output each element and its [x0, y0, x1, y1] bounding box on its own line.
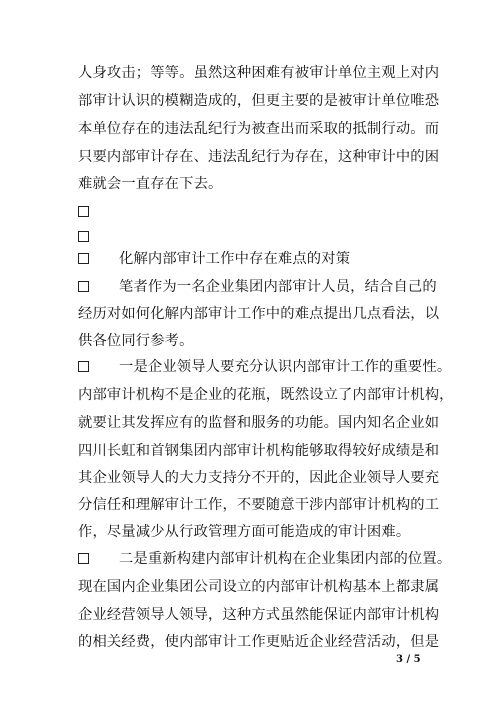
text-line: [78, 441, 439, 461]
line-text: 其企业领导人的大力支持分不开的，因此企业领导人要充: [78, 470, 440, 486]
placeholder-box-icon: [78, 206, 89, 217]
line-text: 四川长虹和首钢集团内部审计机构能够取得较好成绩是和: [78, 443, 440, 459]
line-text: 笔者作为一名企业集团内部审计人员，结合自己的: [119, 279, 437, 295]
placeholder-box-icon: [78, 231, 89, 242]
line-text: 一是企业领导人要充分认识内部审计工作的重要性。: [119, 359, 452, 375]
line-text: 部审计认识的模糊造成的，但更主要的是被审计单位唯恐: [78, 93, 440, 109]
section-heading: [78, 249, 350, 269]
text-line: [78, 119, 439, 139]
text-line: [78, 577, 439, 597]
text-line: [78, 147, 439, 167]
placeholder-box-icon: [78, 281, 89, 292]
text-line: [78, 91, 439, 111]
line-text: 分信任和理解审计工作，不要随意干涉内部审计机构的工: [78, 497, 440, 513]
line-text: 只要内部审计存在、违法乱纪行为存在，这种审计中的困: [78, 149, 440, 165]
text-line: [78, 304, 439, 324]
line-text: 企业经营领导人领导，这种方式虽然能保证内部审计机构: [78, 607, 440, 623]
text-line: [78, 385, 454, 405]
line-text: 难就会一直存在下去。: [78, 176, 223, 192]
text-line: [78, 227, 89, 247]
text-line: [78, 549, 451, 569]
line-text: 作，尽量减少从行政管理方面可能造成的审计困难。: [78, 524, 411, 540]
text-line: [78, 331, 194, 351]
page-number: 3 / 5: [396, 654, 421, 665]
placeholder-box-icon: [78, 253, 89, 264]
text-line: [78, 202, 89, 222]
line-text: 的相关经费，使内部审计工作更贴近企业经营活动，但是: [78, 634, 440, 650]
heading-text: 化解内部审计工作中存在难点的对策: [119, 251, 351, 267]
line-text: 就要让其发挥应有的监督和服务的功能。国内知名企业如: [78, 415, 440, 431]
placeholder-box-icon: [78, 553, 89, 564]
text-line: [78, 63, 439, 83]
line-text: 人身攻击；等等。虽然这种困难有被审计单位主观上对内: [78, 65, 440, 81]
line-text: 二是重新构建内部审计机构在企业集团内部的位置。: [119, 551, 452, 567]
line-text: 内部审计机构不是企业的花瓶，既然设立了内部审计机构，: [78, 387, 454, 403]
text-line: [78, 413, 439, 433]
text-line: [78, 357, 451, 377]
placeholder-box-icon: [78, 361, 89, 372]
line-text: 经历对如何化解内部审计工作中的难点提出几点看法，以: [78, 306, 440, 322]
text-line: [78, 605, 439, 625]
text-line: [78, 277, 437, 297]
text-line: [78, 522, 410, 542]
line-text: 本单位存在的违法乱纪行为被查出而采取的抵制行动。而: [78, 121, 440, 137]
line-text: 供各位同行参考。: [78, 333, 194, 349]
text-line: [78, 495, 439, 515]
text-line: [78, 468, 439, 488]
text-line: [78, 632, 439, 652]
line-text: 现在国内企业集团公司设立的内部审计机构基本上都隶属: [78, 579, 440, 595]
text-line: [78, 174, 222, 194]
